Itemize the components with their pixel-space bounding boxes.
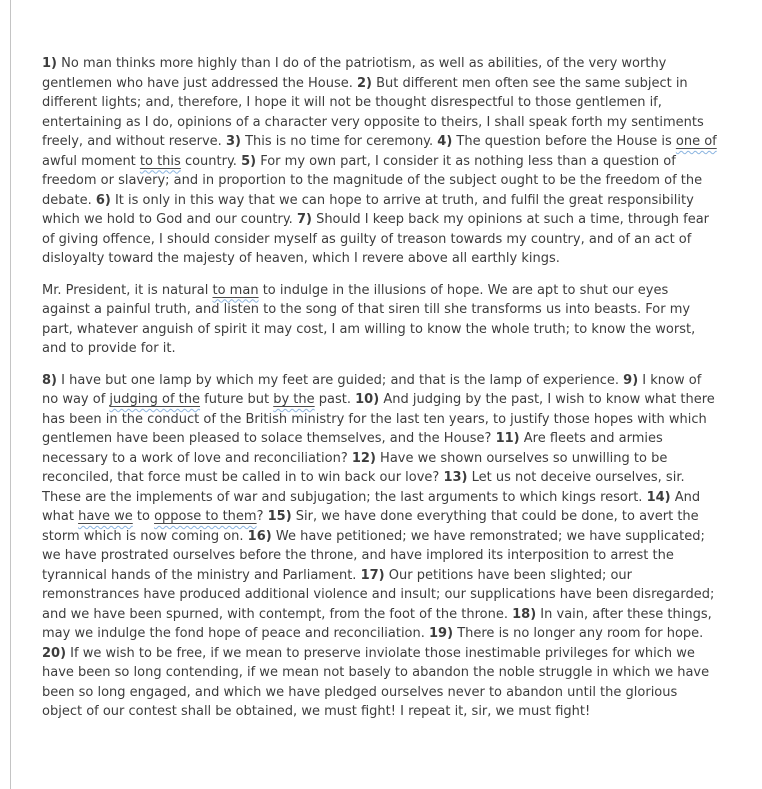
- sentence-number: 4): [437, 134, 453, 149]
- grammar-suggestion-text: one of: [675, 134, 717, 149]
- grammar-suggestion[interactable]: [213, 283, 259, 298]
- sentence-number: 20): [42, 645, 67, 661]
- sentence-number: 11): [495, 431, 520, 446]
- text-run: No man thinks more highly than I do of the patriotism, as well as abilities, of the very worthy gentlemen who have just addressed the House.: [42, 56, 667, 91]
- sentence-number: 15): [267, 509, 292, 524]
- text-run: ?: [256, 509, 268, 524]
- sentence-number: 13): [443, 470, 468, 485]
- sentence-number: 2): [357, 75, 372, 91]
- sentence-number: 9): [623, 372, 639, 388]
- grammar-suggestion-text: have we: [78, 509, 133, 524]
- grammar-suggestion[interactable]: [109, 392, 200, 407]
- text-run: If we wish to be free, if we mean to preserve inviolate those inestimable privileges for which we have been so long contending, if we mean not basely to abandon the noble struggle in which we have been so long engaged, and which we have pledged ourselves never to abandon until the glorious object of our contest shall be obtained, we must fight! I repeat it, sir, we must fight!: [42, 645, 710, 719]
- grammar-suggestion[interactable]: [78, 509, 133, 524]
- sentence-number: 6): [95, 192, 111, 208]
- paragraph-2: [42, 281, 720, 359]
- grammar-suggestion-text: to man: [212, 282, 259, 298]
- text-run: It is only in this way that we can hope to arrive at truth, and fulfil the great responsibility which we hold to God and our country.: [42, 192, 694, 227]
- paragraph-1: [42, 54, 720, 269]
- text-run: There is no longer any room for hope.: [453, 626, 704, 641]
- text-run: country.: [180, 153, 242, 169]
- grammar-suggestion[interactable]: [676, 134, 717, 149]
- sentence-number: 7): [296, 212, 312, 227]
- sentence-number: 16): [247, 528, 272, 544]
- text-run: But different men often see the same subject in different lights; and, therefore, I hope it will not be thought disrespectful to those gentlemen if, entertaining as I do, opinions of a character very opposite to theirs, I shall speak forth my sentiments freely, and without reserve.: [42, 75, 704, 149]
- sentence-number: 8): [42, 372, 57, 388]
- text-run: We have petitioned; we have remonstrated; we have supplicated; we have prostrated ourselves before the throne, and have implored its interposition to arrest the tyrannical hands of the ministry and Parliament.: [42, 528, 705, 583]
- grammar-suggestion-text: by the: [273, 392, 315, 407]
- text-run: And judging by the past, I wish to know what there has been in the conduct of the British ministry for the last ten years, to justify those hopes with which gentlemen have been pleased to solace themselves, and the House?: [42, 392, 715, 446]
- paragraph-3: [42, 371, 720, 722]
- text-run: Should I keep back my opinions at such a time, through fear of giving offence, I should consider myself as guilty of treason towards my country, and of an act of disloyalty toward the majesty of heaven, which I revere above all earthly kings.: [42, 212, 710, 266]
- text-run: This is no time for ceremony.: [240, 134, 438, 149]
- sentence-number: 10): [355, 392, 380, 407]
- text-run: Have we shown ourselves so unwilling to be reconciled, that force must be called in to win back our love?: [42, 450, 668, 485]
- text-run: to indulge in the illusions of hope. We are apt to shut our eyes against a painful truth, and listen to the song of that siren till she transforms us into beasts. For my part, whatever anguish of spirit it may cost, I am willing to know the whole truth; to know the worst, and to provide for it.: [42, 282, 696, 356]
- text-run: And what: [42, 489, 701, 524]
- text-run: For my own part, I consider it as nothing less than a question of freedom or slavery; and in proportion to the magnitude of the subject ought to be the freedom of the debate.: [42, 153, 703, 208]
- sentence-number: 17): [360, 567, 385, 583]
- sentence-number: 19): [429, 626, 454, 641]
- left-border-line: [10, 0, 11, 789]
- text-run: I have but one lamp by which my feet are guided; and that is the lamp of experience.: [57, 372, 624, 388]
- text-run: Sir, we have done everything that could be done, to avert the storm which is now coming on.: [42, 509, 699, 544]
- grammar-suggestion[interactable]: [154, 509, 257, 524]
- text-run: Our petitions have been slighted; our remonstrances have produced additional violence and insult; our supplications have been disregarded; and we have been spurned, with contempt, from the foot of the throne.: [42, 567, 715, 622]
- sentence-number: 12): [351, 450, 376, 466]
- sentence-number: 3): [225, 134, 241, 149]
- text-run: In vain, after these things, may we indulge the fond hope of peace and reconciliation.: [42, 606, 712, 641]
- sentence-number: 14): [646, 489, 671, 505]
- sentence-number: 5): [241, 153, 257, 169]
- text-run: Mr. President, it is natural: [42, 282, 213, 298]
- grammar-suggestion[interactable]: [273, 392, 314, 407]
- grammar-suggestion-text: oppose to them: [154, 509, 257, 524]
- text-run: I know of no way of: [42, 372, 702, 407]
- text-run: awful moment: [42, 153, 140, 169]
- text-run: Are fleets and armies necessary to a work of love and reconciliation?: [42, 431, 663, 466]
- sentence-number: 1): [42, 56, 57, 71]
- grammar-suggestion[interactable]: [140, 154, 181, 169]
- text-run: to: [132, 509, 155, 524]
- grammar-suggestion-text: to this: [139, 153, 181, 169]
- text-run: The question before the House is: [452, 134, 676, 149]
- text-run: future but: [200, 392, 274, 407]
- sentence-number: 18): [512, 606, 537, 622]
- grammar-suggestion-text: judging of the: [109, 392, 201, 407]
- text-run: Let us not deceive ourselves, sir. These are the implements of war and subjugation; the last arguments to which kings resort.: [42, 470, 685, 505]
- text-run: past.: [314, 392, 356, 407]
